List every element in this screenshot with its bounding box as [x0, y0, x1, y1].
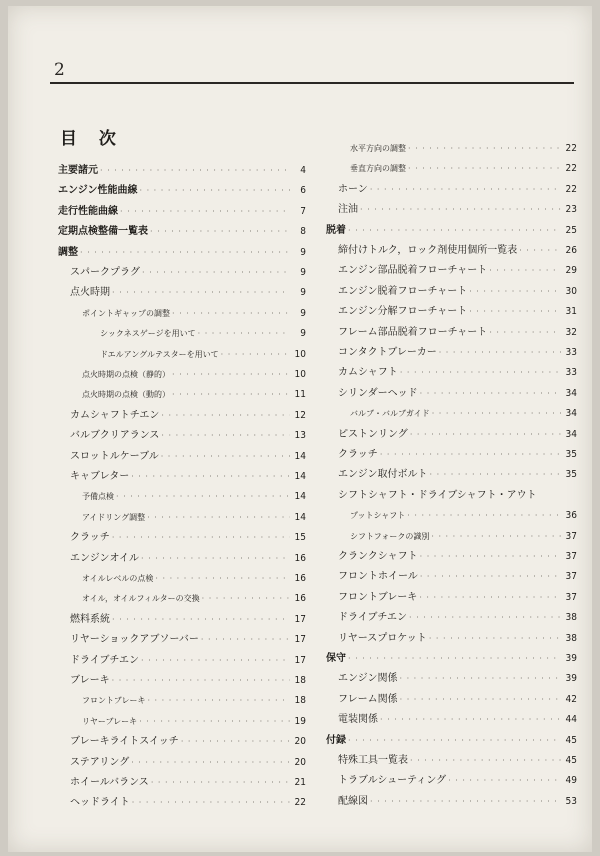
- toc-entry[interactable]: [82, 388, 306, 402]
- toc-entry-page: 9: [300, 328, 306, 340]
- toc-entry[interactable]: [338, 754, 577, 768]
- toc-entry-title: 燃料系統: [70, 613, 110, 625]
- toc-entry-page: 13: [294, 430, 306, 442]
- toc-entry-page: 21: [294, 777, 306, 788]
- toc-entry-title: フロントブレーキ: [82, 696, 146, 706]
- toc-entry[interactable]: [82, 592, 306, 606]
- toc-dot-leader: [116, 490, 290, 504]
- toc-dot-leader: [489, 326, 561, 340]
- toc-entry[interactable]: [326, 224, 577, 238]
- toc-entry[interactable]: [100, 348, 306, 362]
- toc-entry[interactable]: [58, 184, 306, 198]
- toc-entry-page: 22: [565, 163, 577, 175]
- toc-entry-title: エンジンオイル: [70, 552, 139, 564]
- toc-entry-page: 9: [300, 246, 306, 258]
- toc-dot-leader: [172, 307, 290, 321]
- toc-entry-page: 22: [565, 143, 577, 154]
- toc-entry[interactable]: [338, 366, 577, 380]
- toc-entry[interactable]: [70, 409, 306, 423]
- toc-dot-leader: [410, 428, 561, 442]
- toc-dot-leader: [370, 795, 561, 809]
- toc-entry[interactable]: [338, 285, 577, 299]
- toc-dot-leader: [120, 205, 290, 219]
- toc-entry-page: 18: [294, 695, 306, 707]
- toc-entry-page: 9: [300, 307, 306, 319]
- toc-entry-title: クラッチ: [338, 449, 378, 460]
- toc-dot-leader: [221, 348, 290, 362]
- toc-dot-leader: [348, 734, 561, 748]
- toc-entry-title: ドライブチエン: [70, 654, 139, 666]
- toc-entry[interactable]: [338, 570, 577, 584]
- toc-entry-page: 42: [565, 693, 577, 705]
- toc-entry-page: 49: [565, 775, 577, 787]
- toc-entry[interactable]: [70, 756, 306, 770]
- toc-entry[interactable]: [338, 468, 577, 482]
- toc-entry[interactable]: [70, 796, 306, 810]
- toc-dot-leader: [420, 387, 561, 401]
- toc-dot-leader: [519, 244, 561, 258]
- toc-dot-leader: [172, 368, 290, 382]
- toc-entry[interactable]: [338, 264, 577, 278]
- toc-entry-title: スパークプラグ: [70, 267, 140, 278]
- toc-entry-page: 17: [294, 634, 306, 646]
- toc-entry-title: ドエルアングルテスターを用いて: [100, 349, 219, 359]
- toc-entry-title: リヤーショックアブソーバー: [70, 634, 199, 646]
- toc-entry[interactable]: [338, 489, 577, 503]
- toc-dot-leader: [155, 572, 290, 586]
- toc-entry-page: 32: [565, 326, 577, 338]
- toc-entry-page: 10: [294, 369, 306, 380]
- toc-entry[interactable]: [82, 694, 306, 708]
- toc-dot-leader: [439, 346, 561, 360]
- toc-entry[interactable]: [338, 326, 577, 340]
- toc-dot-leader: [112, 613, 290, 627]
- toc-entry[interactable]: [70, 429, 306, 443]
- toc-entry-page: 6: [300, 185, 306, 197]
- toc-entry[interactable]: [82, 572, 306, 586]
- toc-entry-title: 電装関係: [338, 714, 378, 726]
- toc-entry-page: 17: [294, 613, 306, 625]
- toc-entry-page: 11: [294, 389, 306, 401]
- toc-entry-page: 19: [294, 715, 306, 727]
- toc-entry-page: 34: [565, 387, 577, 399]
- toc-dot-leader: [142, 266, 290, 280]
- toc-dot-leader: [161, 409, 290, 423]
- toc-entry-page: 16: [294, 573, 306, 584]
- toc-entry[interactable]: [70, 776, 306, 790]
- toc-entry-title: リヤースプロケット: [338, 632, 427, 644]
- toc-dot-leader: [161, 450, 290, 464]
- toc-entry[interactable]: [338, 305, 577, 319]
- toc-entry-page: 8: [300, 226, 306, 238]
- toc-dot-leader: [360, 203, 561, 217]
- toc-entry-page: 4: [300, 165, 306, 176]
- toc-entry[interactable]: [338, 611, 577, 625]
- toc-entry-title: 主要諸元: [58, 165, 98, 176]
- toc-entry-page: 44: [565, 714, 577, 726]
- toc-entry[interactable]: [82, 368, 306, 382]
- toc-entry-page: 20: [294, 736, 306, 748]
- toc-dot-leader: [181, 735, 290, 749]
- toc-entry[interactable]: [338, 428, 577, 442]
- toc-entry-title: シフトシャフト・ドライブシャフト・アウト: [338, 489, 537, 501]
- toc-dot-leader: [100, 164, 290, 178]
- toc-entry-title: カムシャフトチエン: [70, 409, 160, 421]
- toc-dot-leader: [448, 774, 561, 788]
- toc-entry[interactable]: [338, 795, 577, 809]
- toc-dot-leader: [161, 429, 290, 443]
- toc-entry[interactable]: [350, 530, 577, 544]
- toc-entry[interactable]: [326, 652, 577, 666]
- toc-entry-page: 45: [565, 755, 577, 766]
- toc-entry[interactable]: [350, 509, 577, 523]
- toc-entry-page: 31: [565, 306, 577, 318]
- toc-entry-page: 23: [565, 204, 577, 216]
- toc-entry-title: エンジン部品脱着フローチャート: [338, 265, 488, 277]
- toc-entry[interactable]: [338, 387, 577, 401]
- toc-entry-title: アイドリング調整: [82, 512, 146, 522]
- toc-entry[interactable]: [338, 693, 577, 707]
- toc-dot-leader: [131, 756, 290, 770]
- toc-entry[interactable]: [70, 286, 306, 300]
- toc-entry-title: クランクシャフト: [338, 551, 418, 562]
- toc-dot-leader: [419, 591, 561, 605]
- toc-entry-title: ドライブチエン: [338, 612, 407, 624]
- toc-dot-leader: [198, 327, 290, 341]
- toc-entry[interactable]: [338, 774, 577, 788]
- toc-dot-leader: [132, 796, 290, 810]
- toc-entry-title: ブレーキ: [70, 675, 110, 686]
- toc-entry-title: ピストンリング: [338, 428, 408, 440]
- toc-entry-page: 26: [565, 245, 577, 256]
- toc-entry[interactable]: [100, 327, 306, 341]
- toc-dot-leader: [139, 715, 290, 729]
- toc-entry[interactable]: [338, 346, 577, 360]
- toc-entry-page: 35: [565, 449, 577, 460]
- toc-entry-page: 12: [294, 409, 306, 421]
- toc-entry-page: 34: [565, 428, 577, 440]
- toc-dot-leader: [380, 713, 561, 727]
- toc-entry-page: 30: [565, 285, 577, 297]
- toc-entry-title: プットシャフト: [350, 511, 406, 521]
- toc-entry-title: リヤーブレーキ: [82, 716, 138, 726]
- toc-entry-page: 39: [565, 653, 577, 664]
- toc-entry-title: エンジン分解フローチャート: [338, 306, 468, 318]
- toc-entry-title: カムシャフト: [338, 367, 398, 379]
- toc-entry[interactable]: [70, 470, 306, 484]
- toc-entry-title: エンジン脱着フローチャート: [338, 285, 468, 297]
- toc-entry[interactable]: [70, 552, 306, 566]
- toc-entry-title: ホイールバランス: [70, 777, 149, 788]
- toc-entry[interactable]: [326, 734, 577, 748]
- toc-entry-title: エンジン関係: [338, 673, 398, 685]
- toc-dot-leader: [348, 652, 561, 666]
- toc-entry-title: 点火時期の点検（静的）: [82, 370, 170, 379]
- toc-entry[interactable]: [338, 448, 577, 462]
- toc-dot-leader: [408, 162, 561, 176]
- toc-entry-page: 18: [294, 675, 306, 686]
- toc-entry-title: 特殊工具一覧表: [338, 755, 408, 766]
- toc-entry-title: 注油: [338, 204, 358, 216]
- toc-dot-leader: [348, 224, 561, 238]
- toc-dot-leader: [201, 633, 290, 647]
- toc-entry-page: 33: [565, 367, 577, 379]
- toc-entry-title: 垂直方向の調整: [350, 164, 406, 174]
- toc-entry-page: 20: [294, 756, 306, 768]
- toc-entry-title: 点火時期: [70, 287, 110, 299]
- toc-entry[interactable]: [350, 162, 577, 176]
- toc-entry[interactable]: [58, 225, 306, 239]
- toc-dot-leader: [430, 468, 562, 482]
- toc-dot-leader: [429, 632, 561, 646]
- toc-dot-leader: [202, 592, 290, 606]
- toc-entry-page: 14: [294, 491, 306, 503]
- toc-entry-page: 37: [565, 530, 577, 542]
- toc-entry-page: 29: [565, 265, 577, 277]
- toc-entry-title: 配線図: [338, 795, 368, 807]
- toc-entry-title: キャブレター: [70, 471, 130, 482]
- toc-entry-page: 35: [565, 469, 577, 481]
- toc-entry-title: 点火時期の点検（動的）: [82, 390, 170, 400]
- toc-entry-page: 14: [294, 511, 306, 523]
- toc-entry-page: 36: [565, 510, 577, 522]
- toc-dot-leader: [112, 674, 290, 688]
- toc-entry-page: 16: [294, 593, 306, 605]
- header-rule: [50, 82, 574, 84]
- toc-dot-leader: [400, 693, 561, 707]
- toc-entry-title: スロットルケーブル: [70, 450, 159, 462]
- toc-dot-leader: [407, 509, 561, 523]
- toc-dot-leader: [141, 552, 290, 566]
- toc-entry-title: 調整: [58, 246, 78, 258]
- toc-entry[interactable]: [82, 715, 306, 729]
- toc-dot-leader: [380, 448, 561, 462]
- toc-entry[interactable]: [70, 613, 306, 627]
- toc-entry[interactable]: [82, 307, 306, 321]
- toc-entry-page: 45: [565, 734, 577, 746]
- toc-entry-title: シリンダーヘッド: [338, 387, 418, 399]
- toc-dot-leader: [147, 511, 290, 525]
- toc-entry-title: エンジン取付ボルト: [338, 469, 428, 481]
- toc-entry-title: エンジン性能曲線: [58, 185, 138, 197]
- toc-dot-leader: [131, 470, 290, 484]
- toc-entry-title: トラブルシューティング: [338, 775, 447, 787]
- toc-dot-leader: [469, 285, 561, 299]
- toc-entry-title: ヘッドライト: [70, 797, 130, 809]
- toc-entry-title: コンタクトブレーカー: [338, 347, 437, 358]
- toc-entry-page: 33: [565, 347, 577, 358]
- toc-entry[interactable]: [350, 142, 577, 156]
- toc-entry-page: 34: [565, 408, 577, 420]
- toc-entry-page: 9: [300, 287, 306, 299]
- toc-entry-title: ブレーキライトスイッチ: [70, 736, 179, 748]
- toc-dot-leader: [80, 246, 290, 260]
- toc-entry-title: ステアリング: [70, 756, 130, 768]
- toc-entry-title: オイルレベルの点検: [82, 574, 154, 583]
- toc-entry[interactable]: [70, 654, 306, 668]
- toc-entry-title: 定期点検整備一覧表: [58, 226, 148, 238]
- toc-entry-page: 14: [294, 450, 306, 462]
- toc-entry[interactable]: [338, 672, 577, 686]
- toc-entry-title: 付録: [326, 734, 346, 746]
- toc-dot-leader: [409, 611, 561, 625]
- toc-dot-leader: [141, 654, 290, 668]
- toc-entry-page: 14: [294, 471, 306, 482]
- toc-entry-title: クラッチ: [70, 532, 110, 544]
- toc-entry-page: 10: [294, 348, 306, 360]
- toc-dot-leader: [410, 754, 561, 768]
- toc-dot-leader: [400, 672, 562, 686]
- toc-entry[interactable]: [70, 633, 306, 647]
- toc-entry[interactable]: [70, 674, 306, 688]
- toc-dot-leader: [408, 142, 561, 156]
- toc-entry-page: 22: [294, 797, 306, 809]
- toc-dot-leader: [147, 694, 290, 708]
- toc-dot-leader: [400, 366, 561, 380]
- toc-entry-page: 38: [565, 612, 577, 624]
- toc-dot-leader: [140, 184, 291, 198]
- toc-dot-leader: [420, 570, 561, 584]
- toc-entry-title: 走行性能曲線: [58, 205, 118, 217]
- toc-dot-leader: [431, 530, 561, 544]
- toc-entry[interactable]: [338, 632, 577, 646]
- toc-entry[interactable]: [350, 407, 577, 421]
- toc-entry[interactable]: [338, 244, 577, 258]
- toc-entry-title: オイル，オイルフィルターの交換: [82, 594, 200, 604]
- toc-dot-leader: [489, 264, 561, 278]
- toc-entry[interactable]: [338, 183, 577, 197]
- toc-entry[interactable]: [70, 735, 306, 749]
- toc-entry-title: バルブクリアランス: [70, 430, 160, 442]
- toc-entry[interactable]: [70, 531, 306, 545]
- toc-entry[interactable]: [58, 246, 306, 260]
- toc-heading: 目 次: [60, 129, 124, 149]
- toc-entry[interactable]: [338, 203, 577, 217]
- toc-dot-leader: [151, 776, 290, 790]
- toc-entry-title: 脱着: [326, 224, 346, 236]
- toc-entry[interactable]: [338, 550, 577, 564]
- toc-dot-leader: [469, 305, 561, 319]
- toc-entry-title: フレーム部品脱着フローチャート: [338, 326, 488, 338]
- toc-entry-page: 7: [300, 205, 306, 217]
- toc-entry-title: ポイントギャップの調整: [82, 308, 170, 318]
- toc-entry[interactable]: [58, 164, 306, 178]
- toc-entry-page: 15: [294, 532, 306, 544]
- document-page: [8, 6, 592, 852]
- toc-entry-page: 37: [565, 571, 577, 583]
- toc-entry-title: 締付けトルク，ロック剤使用個所一覧表: [338, 245, 518, 256]
- toc-entry-page: 53: [565, 795, 577, 807]
- toc-entry-title: 予備点検: [82, 492, 114, 502]
- toc-entry-title: バルブ・バルブガイド: [350, 409, 430, 419]
- toc-entry[interactable]: [82, 511, 306, 525]
- toc-entry-title: ホーン: [338, 183, 368, 195]
- toc-entry-page: 37: [565, 591, 577, 603]
- toc-entry-page: 38: [565, 632, 577, 644]
- toc-entry-title: 保守: [326, 653, 346, 664]
- toc-entry-title: 水平方向の調整: [350, 144, 406, 153]
- toc-entry-title: フロントブレーキ: [338, 591, 418, 603]
- toc-entry-page: 16: [294, 552, 306, 564]
- toc-dot-leader: [172, 388, 290, 402]
- toc-dot-leader: [370, 183, 561, 197]
- page-number: 2: [54, 60, 65, 80]
- toc-entry-page: 9: [300, 267, 306, 278]
- toc-entry[interactable]: [338, 591, 577, 605]
- toc-entry-page: 39: [565, 673, 577, 685]
- toc-entry-title: フレーム関係: [338, 693, 398, 705]
- toc-dot-leader: [112, 531, 290, 545]
- toc-entry-title: シックネスゲージを用いて: [100, 329, 196, 339]
- toc-entry[interactable]: [70, 266, 306, 280]
- toc-entry[interactable]: [82, 490, 306, 504]
- toc-dot-leader: [432, 407, 561, 421]
- toc-entry-page: 37: [565, 551, 577, 562]
- toc-entry-page: 25: [565, 224, 577, 236]
- toc-entry[interactable]: [58, 205, 306, 219]
- toc-entry-title: シフトフォークの識別: [350, 531, 430, 541]
- toc-dot-leader: [112, 286, 290, 300]
- toc-entry[interactable]: [338, 713, 577, 727]
- toc-dot-leader: [420, 550, 561, 564]
- toc-entry-title: フロントホイール: [338, 571, 418, 583]
- toc-entry-page: 22: [565, 183, 577, 195]
- toc-entry[interactable]: [70, 450, 306, 464]
- toc-entry-page: 17: [294, 654, 306, 666]
- toc-dot-leader: [150, 225, 290, 239]
